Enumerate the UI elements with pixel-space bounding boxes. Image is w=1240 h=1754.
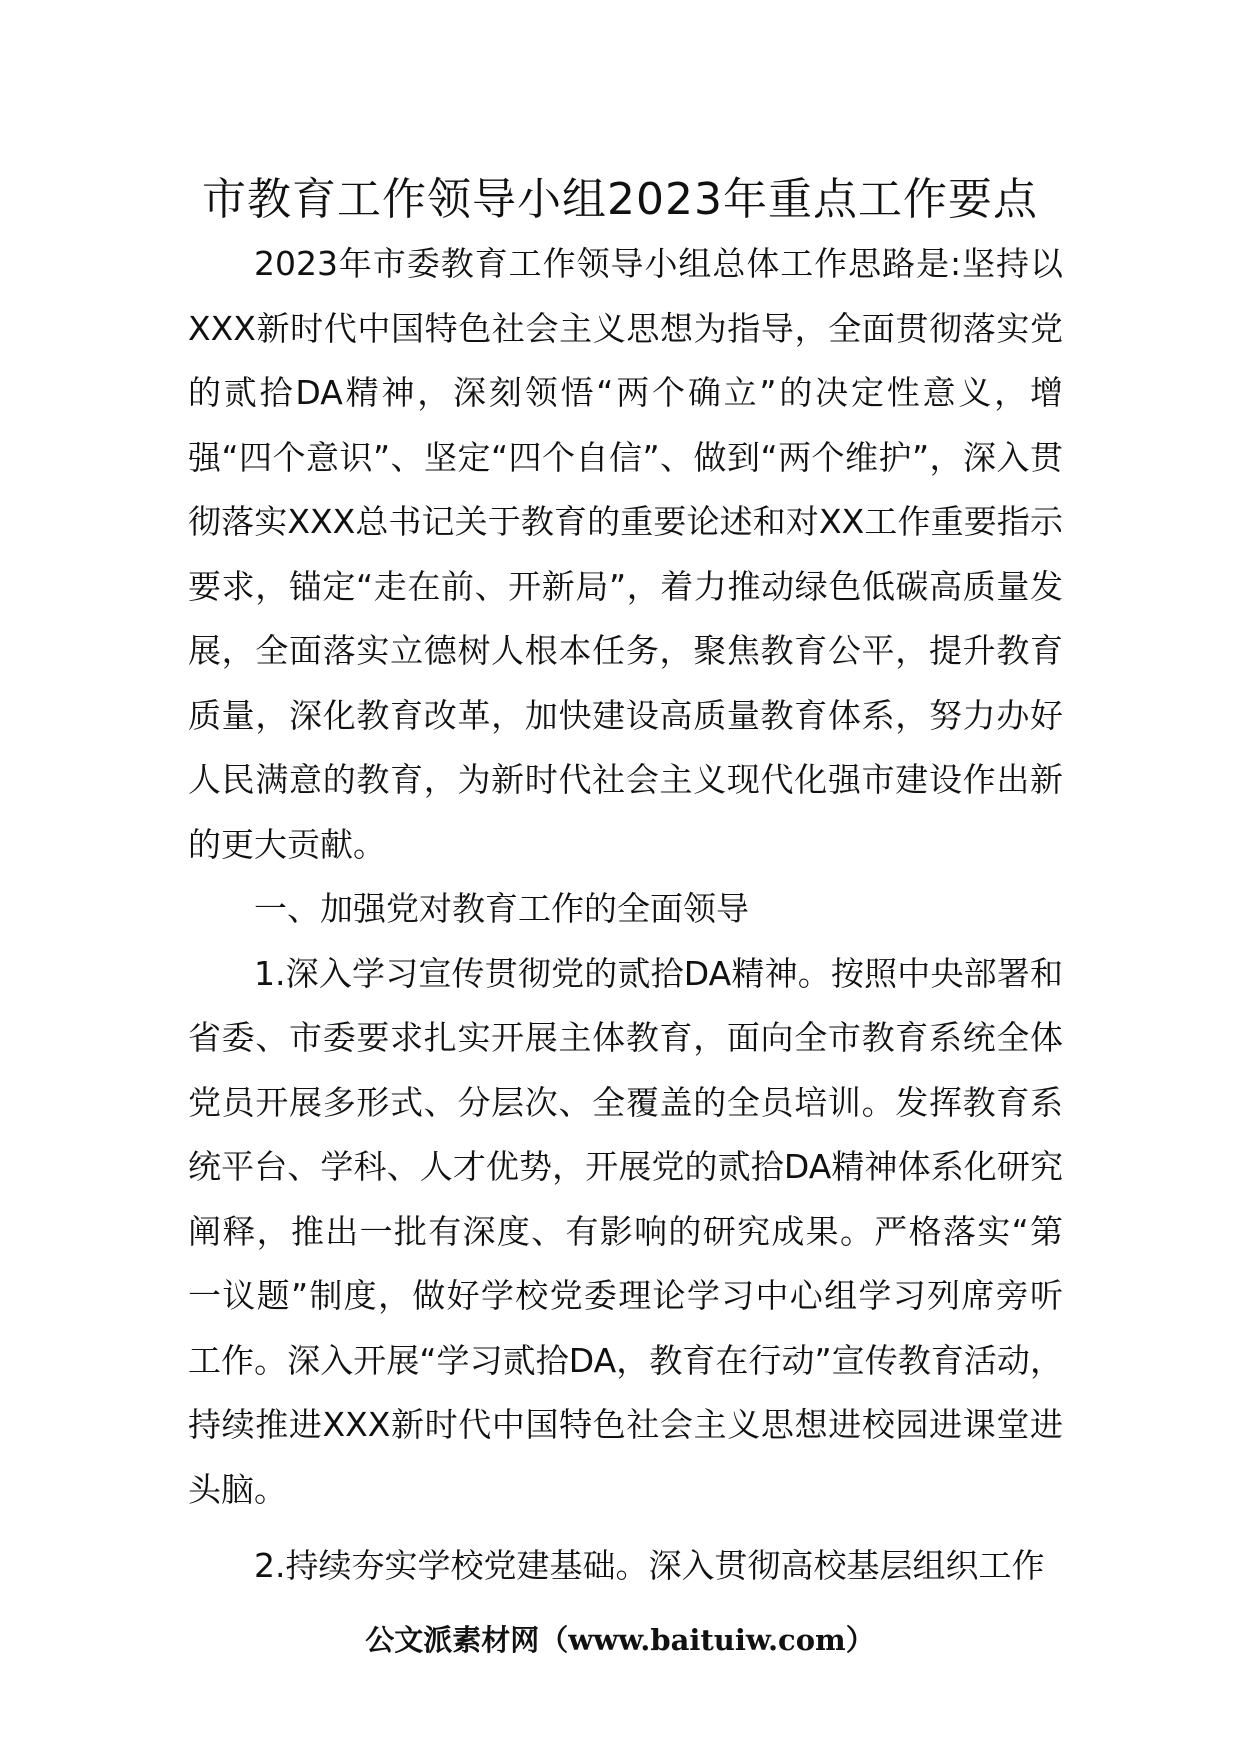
item-2-paragraph: 2.持续夯实学校党建基础。深入贯彻高校基层组织工作	[254, 1546, 1045, 1585]
document-title: 市教育工作领导小组2023年重点工作要点	[202, 174, 1038, 225]
paragraph-gap	[188, 1522, 1063, 1534]
intro-paragraph: 2023年市委教育工作领导小组总体工作思路是:坚持以XXX新时代中国特色社会主义思想为指导，全面贯彻落实党的贰拾DA精神，深刻领悟“两个确立”的决定性意义，增强“四个意识”、坚定“四个自信”、做到“两个维护”，深入贯彻落实XXX总书记关于教育的重要论述和对XX工作重要指示要求，锚定“走在前、开新局”，着力推动绿色低碳高质量发展，全面落实立德树人根本任务，聚焦教育公平，提升教育质量，深化教育改革，加快建设高质量教育体系，努力办好人民满意的教育，为新时代社会主义现代化强市建设作出新的更大贡献。	[188, 244, 1063, 864]
item-1-paragraph: 1.深入学习宣传贯彻党的贰拾DA精神。按照中央部署和省委、市委要求扎实开展主体教育，面向全市教育系统全体党员开展多形式、分层次、全覆盖的全员培训。发挥教育系统平台、学科、人才优势，开展党的贰拾DA精神体系化研究阐释，推出一批有深度、有影响的研究成果。严格落实“第一议题”制度，做好学校党委理论学习中心组学习列席旁听工作。深入开展“学习贰拾DA，教育在行动”宣传教育活动，持续推进XXX新时代中国特色社会主义思想进校园进课堂进头脑。	[188, 953, 1063, 1509]
footer-watermark: 公文派素材网（www.baituiw.com）	[365, 1623, 875, 1657]
section-heading: 一、加强党对教育工作的全面领导	[254, 889, 749, 928]
document-body	[188, 232, 1063, 1599]
